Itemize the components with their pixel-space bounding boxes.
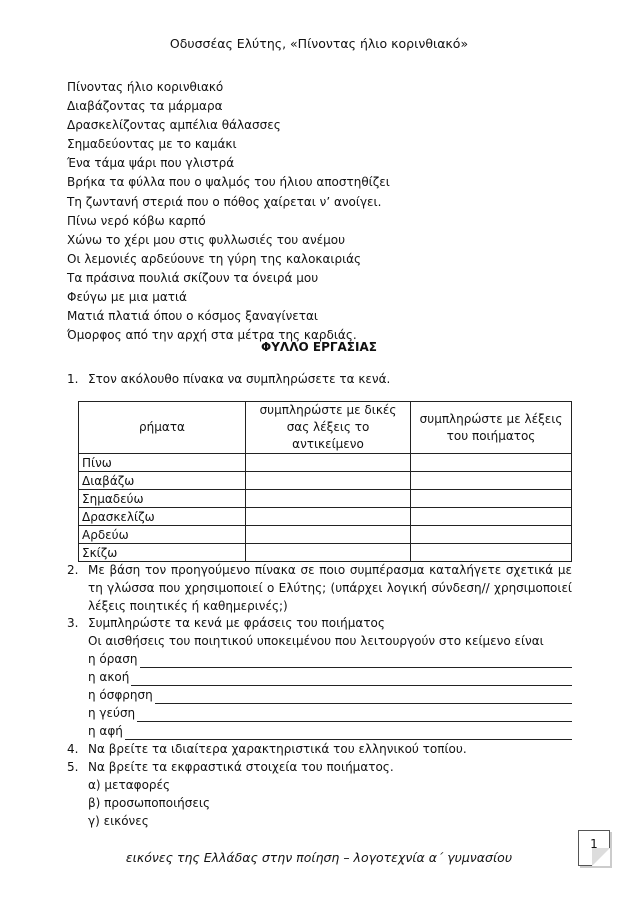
blank-cell[interactable] [246, 526, 411, 544]
blank-cell[interactable] [411, 526, 572, 544]
question-text: Με βάση τον προηγούμενο πίνακα σε ποιο συμπέρασμα καταλήγετε σχετικά με τη γλώσσα που χρησιμοποιεί ο Ελύτης; (υπάρχει λογική σύνδεση// χρησιμοποιεί λέξεις ποιητικές ή καθημερινές;) [88, 563, 572, 613]
verb-cell: Σκίζω [79, 544, 246, 562]
poem-line: Σημαδεύοντας με το καμάκι [67, 137, 237, 152]
worksheet-title: ΦΥΛΛΟ ΕΡΓΑΣΙΑΣ [261, 340, 377, 354]
question-4 [67, 740, 572, 758]
sense-label: η γεύση [88, 706, 136, 720]
list-item: β) προσωποποιήσεις [88, 796, 210, 810]
verbs-table [78, 401, 572, 562]
table-row [79, 508, 572, 526]
table-row [79, 472, 572, 490]
question-1 [67, 370, 572, 388]
blank-cell[interactable] [246, 544, 411, 562]
question-number: 3. [67, 616, 79, 630]
sense-label: η όσφρηση [88, 688, 153, 702]
table-row [79, 454, 572, 472]
poem-line: Χώνω το χέρι μου στις φυλλωσιές του ανέμου [67, 232, 346, 247]
table-header: ρήματα [79, 402, 246, 454]
verb-cell: Διαβάζω [79, 472, 246, 490]
question-text: Στον ακόλουθο πίνακα να συμπληρώσετε τα κενά. [88, 372, 391, 386]
blank-cell[interactable] [246, 490, 411, 508]
blank-cell[interactable] [246, 508, 411, 526]
question-number: 1. [67, 372, 79, 386]
answer-blank[interactable] [131, 673, 572, 686]
blank-cell[interactable] [411, 544, 572, 562]
blank-cell[interactable] [246, 454, 411, 472]
verb-cell: Σημαδεύω [79, 490, 246, 508]
question-number: 4. [67, 742, 79, 756]
question-2 [67, 561, 572, 615]
answer-blank[interactable] [140, 655, 573, 668]
table-header: συμπληρώστε με λέξεις του ποιήματος [411, 402, 572, 454]
answer-blank[interactable] [155, 691, 572, 704]
table-header: συμπληρώστε με δικές σας λέξεις το αντικείμενο [246, 402, 411, 454]
table-row [79, 490, 572, 508]
blank-cell[interactable] [411, 472, 572, 490]
sense-label: η ακοή [88, 670, 130, 684]
poem-line: Πίνοντας ήλιο κορινθιακό [67, 80, 224, 94]
blank-cell[interactable] [411, 508, 572, 526]
question-text: Να βρείτε τα ιδιαίτερα χαρακτηριστικά του ελληνικού τοπίου. [88, 742, 467, 756]
question-3 [67, 614, 572, 740]
sense-line [88, 650, 572, 668]
poem-line: Πίνω νερό κόβω καρπό [67, 213, 206, 228]
poem-line: Φεύγω με μια ματιά [67, 290, 187, 305]
poem-line: Τη ζωντανή στεριά που ο πόθος χαίρεται ν’ ανοίγει. [67, 194, 382, 209]
page-number: 1 [590, 837, 598, 851]
verb-cell: Δρασκελίζω [79, 508, 246, 526]
question-text: Να βρείτε τα εκφραστικά στοιχεία του ποιήματος. [88, 760, 394, 774]
sense-line [88, 686, 572, 704]
question-intro: Οι αισθήσεις του ποιητικού υποκειμένου που λειτουργούν στο κείμενο είναι [88, 634, 544, 648]
verb-cell: Πίνω [79, 454, 246, 472]
sense-line [88, 668, 572, 686]
question-text: Συμπληρώστε τα κενά με φράσεις του ποιήματος [88, 616, 385, 630]
answer-blank[interactable] [137, 709, 572, 722]
blank-cell[interactable] [411, 454, 572, 472]
table-row [79, 544, 572, 562]
poem-line: Όμορφος από την αρχή στα μέτρα της καρδιάς. [67, 328, 357, 343]
answer-blank[interactable] [125, 727, 572, 740]
poem-line: Ματιά πλατιά όπου ο κόσμος ξαναγίνεται [67, 309, 318, 324]
verb-cell: Αρδεύω [79, 526, 246, 544]
poem-line: Ένα τάμα ψάρι που γλιστρά [67, 156, 235, 171]
sense-label: η όραση [88, 652, 138, 666]
document-header: Οδυσσέας Ελύτης, «Πίνοντας ήλιο κορινθιακό» [169, 36, 469, 51]
sense-line [88, 722, 572, 740]
poem-line: Βρήκα τα φύλλα που ο ψαλμός του ήλιου αποστηθίζει [67, 175, 390, 190]
table-row [79, 526, 572, 544]
poem-line: Οι λεμονιές αρδεύουνε τη γύρη της καλοκαιριάς [67, 251, 362, 266]
question-5 [67, 758, 572, 830]
sense-label: η αφή [88, 724, 123, 738]
blank-cell[interactable] [411, 490, 572, 508]
document-footer: εικόνες της Ελλάδας στην ποίηση – λογοτεχνία α΄ γυμνασίου [125, 850, 513, 865]
poem-line: Δρασκελίζοντας αμπέλια θάλασσες [67, 118, 281, 133]
poem-line: Διαβάζοντας τα μάρμαρα [67, 99, 223, 114]
poem-text [67, 78, 390, 345]
question-number: 5. [67, 760, 79, 774]
table-header-row [79, 402, 572, 454]
list-item: α) μεταφορές [88, 778, 171, 792]
sense-line [88, 704, 572, 722]
blank-cell[interactable] [246, 472, 411, 490]
question-number: 2. [67, 563, 79, 577]
poem-line: Τα πράσινα πουλιά σκίζουν τα όνειρά μου [67, 270, 319, 285]
list-item: γ) εικόνες [88, 814, 149, 828]
